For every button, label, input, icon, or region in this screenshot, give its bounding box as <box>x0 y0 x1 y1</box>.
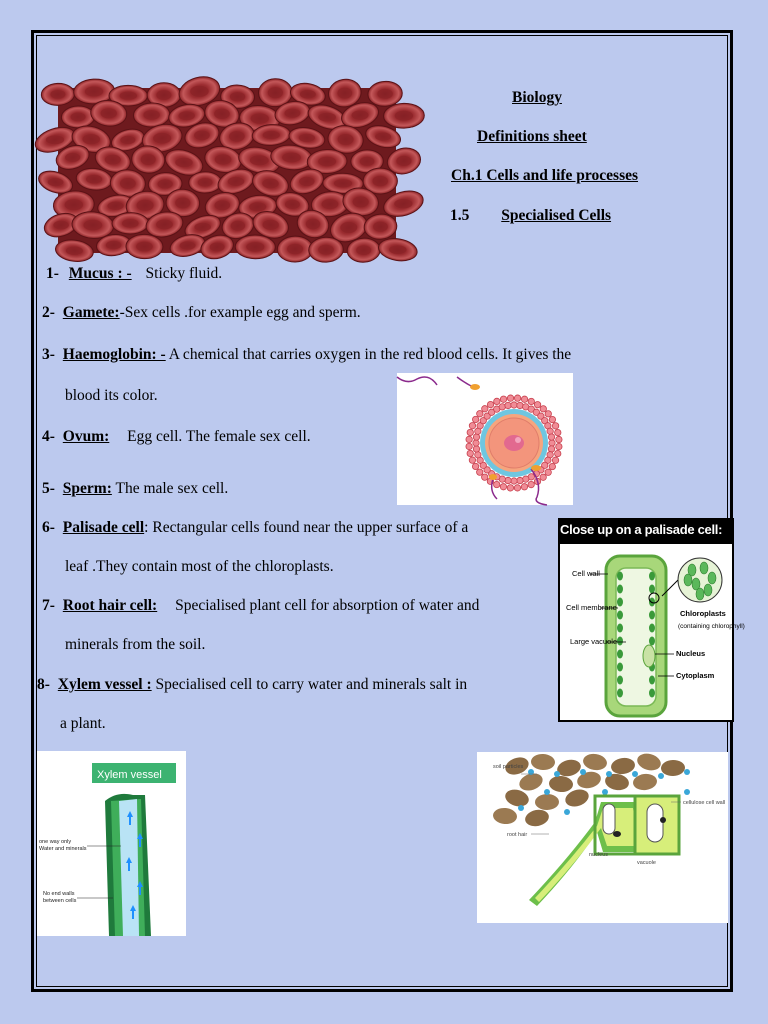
root-hair-cell-diagram <box>477 752 728 923</box>
label-cell-membrane: Cell membrane <box>566 603 617 612</box>
root-label-root-hair: root hair <box>507 832 528 838</box>
red-blood-cells-image <box>58 88 396 253</box>
definition-item-7-cont: minerals from the soil. <box>65 636 206 653</box>
xylem-label-no-end-walls: No end walls <box>43 891 75 897</box>
chapter-title: Ch.1 Cells and life processes <box>451 167 639 184</box>
definition-number: 6- <box>42 519 55 536</box>
root-label-vacuole: vacuole <box>637 860 656 866</box>
definition-number: 4- <box>42 428 55 445</box>
definition-number: 2- <box>42 304 55 321</box>
section-heading <box>450 207 611 225</box>
definition-item-8 <box>37 676 467 694</box>
label-cell-wall: Cell wall <box>572 569 600 578</box>
subject-title: Biology <box>512 89 562 106</box>
definition-number: 5- <box>42 480 55 497</box>
root-label-cell-wall: cellulose cell wall <box>683 800 726 806</box>
definition-term: Xylem vessel : <box>57 676 152 693</box>
xylem-illustration <box>37 751 186 936</box>
root-label-nucleus: nucleus <box>589 852 608 858</box>
definition-item-1 <box>46 265 222 283</box>
label-cytoplasm: Cytoplasm <box>676 671 715 680</box>
definition-number: 7- <box>42 597 55 614</box>
ovum-sperm-image <box>397 373 573 505</box>
definition-item-8-cont: a plant. <box>60 715 106 732</box>
definition-term: Haemoglobin: - <box>62 346 166 363</box>
definition-item-6 <box>42 519 468 537</box>
definition-text: A chemical that carries oxygen in the red blood cells. It gives the <box>165 346 572 363</box>
definition-term: Sperm: <box>62 480 112 497</box>
definition-text: Sticky fluid. <box>145 265 223 282</box>
definition-item-2 <box>42 304 361 322</box>
definition-term: Gamete: <box>62 304 120 321</box>
section-title: Specialised Cells <box>501 207 612 224</box>
definition-number: 3- <box>42 346 55 363</box>
xylem-title: Xylem vessel <box>97 769 162 781</box>
sheet-title: Definitions sheet <box>477 128 587 145</box>
definition-number: 1- <box>46 265 59 282</box>
section-number: 1.5 <box>450 207 470 224</box>
ovum-illustration <box>397 373 573 505</box>
definition-item-3 <box>42 346 571 364</box>
palisade-cell-illustration <box>560 544 745 720</box>
definition-text: Specialised plant cell for absorption of water and <box>175 597 480 614</box>
definition-item-7 <box>42 597 479 615</box>
xylem-label-one-way: one way only <box>39 839 72 845</box>
definition-item-3-cont: blood its color. <box>65 387 158 404</box>
definition-text: The male sex cell. <box>111 480 229 497</box>
label-nucleus: Nucleus <box>676 649 706 658</box>
definition-text: Specialised cell to carry water and minerals salt in <box>151 676 468 693</box>
label-large-vacuole: Large vacuole <box>570 637 618 646</box>
definition-text: : Rectangular cells found near the upper surface of a <box>144 519 469 536</box>
palisade-diagram-title: Close up on a palisade cell: <box>560 522 723 537</box>
definition-term: Palisade cell <box>62 519 145 536</box>
definition-text: Egg cell. The female sex cell. <box>127 428 311 445</box>
definition-term: Mucus : - <box>68 265 132 282</box>
definition-number: 8- <box>37 676 50 693</box>
palisade-cell-diagram <box>558 518 745 722</box>
xylem-label-between-cells: between cells <box>43 898 77 904</box>
definition-text: -Sex cells .for example egg and sperm. <box>119 304 361 321</box>
definition-item-6-cont: leaf .They contain most of the chloroplasts. <box>65 558 334 575</box>
definition-item-4 <box>42 428 311 446</box>
definition-term: Ovum: <box>62 428 110 445</box>
red-blood-cells-illustration <box>58 88 396 253</box>
root-label-soil: soil particles <box>493 764 524 770</box>
label-chloroplasts: Chloroplasts <box>680 609 726 618</box>
label-chloroplasts-note: (containing chlorophyll) <box>678 623 745 630</box>
xylem-vessel-diagram <box>37 751 186 936</box>
xylem-label-water: Water and minerals <box>39 846 87 852</box>
definition-term: Root hair cell: <box>62 597 158 614</box>
root-hair-illustration <box>477 752 728 923</box>
definition-item-5 <box>42 480 228 498</box>
